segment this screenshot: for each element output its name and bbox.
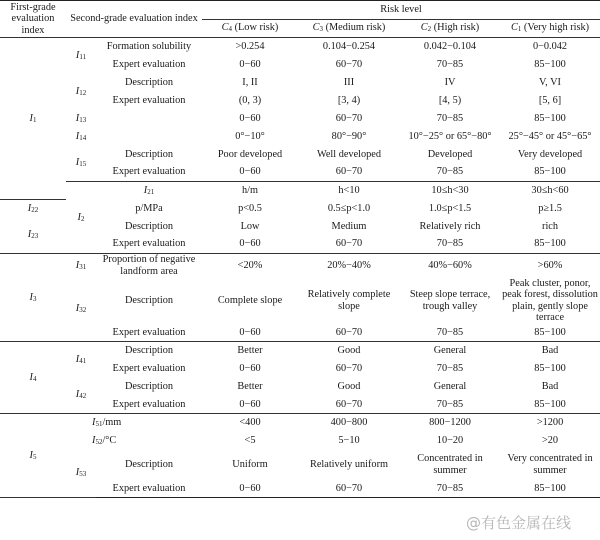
cell-c1: 85−100 — [500, 236, 600, 254]
table-row — [0, 432, 600, 450]
cell-c2: 70−85 — [400, 324, 500, 342]
cell-c4: <400 — [239, 417, 261, 429]
index-i22: I22 — [27, 202, 39, 214]
cell-c4: Poor developed — [217, 148, 283, 160]
cell-c2: Developed — [427, 148, 473, 160]
cell-c1: Bad — [541, 380, 559, 392]
index-i15: I15 — [66, 146, 96, 182]
cell-c3: Good — [337, 380, 361, 392]
cell-c4: 0−60 — [202, 236, 298, 254]
cell-c3: 60−70 — [335, 58, 363, 70]
cell-c3: 400−800 — [330, 417, 368, 429]
index-i12: I12 — [75, 85, 87, 97]
cell-c1: Very developed — [517, 148, 583, 160]
cell-c4: (0, 3) — [238, 94, 262, 106]
index-i13: I13 — [75, 112, 87, 124]
cell-c4: 0°−10° — [235, 130, 265, 142]
cell-c1: 85−100 — [534, 58, 566, 70]
index-i31: I31 — [75, 259, 87, 271]
cell-c1: p≥1.5 — [538, 202, 562, 214]
cell-c4: <5 — [244, 434, 256, 446]
index-i14: I14 — [75, 130, 87, 142]
group-i4: I4 — [0, 342, 66, 414]
cell-c3: Good — [337, 345, 361, 357]
index-i53: I53 — [66, 450, 96, 498]
cell-c3: 20%−40% — [327, 259, 371, 271]
row-desc: Expert evaluation — [96, 324, 202, 342]
cell-c3: 80°−90° — [331, 130, 367, 142]
row-desc: h/m — [241, 184, 259, 196]
row-desc: Description — [124, 458, 174, 470]
table-row — [0, 378, 600, 396]
cell-c3: III — [343, 76, 355, 88]
cell-c3: 60−70 — [298, 324, 400, 342]
cell-c1: Very concentrated in summer — [507, 453, 593, 476]
cell-c1: 85−100 — [500, 164, 600, 182]
cell-c3: [3, 4) — [337, 94, 361, 106]
group-i2: I2 — [66, 182, 96, 254]
row-desc: Expert evaluation — [112, 58, 186, 70]
group-i1: I1 — [0, 38, 66, 200]
cell-c3: 10≤h<30 — [431, 184, 469, 196]
cell-c2: 70−85 — [400, 396, 500, 414]
cell-c4: 0−60 — [202, 164, 298, 182]
cell-c4: 0−60 — [239, 58, 261, 70]
cell-c4: 0−60 — [239, 362, 261, 374]
table-row — [0, 146, 600, 164]
cell-c2: General — [433, 380, 467, 392]
row-desc: Expert evaluation — [96, 480, 202, 498]
row-desc: Description — [124, 148, 174, 160]
header-second-grade: Second-grade evaluation index — [66, 1, 202, 38]
index-i21: I21 — [143, 184, 155, 196]
row-desc — [96, 128, 202, 146]
table-row — [0, 342, 600, 360]
cell-c2: Concentrated in summer — [417, 453, 483, 476]
cell-c3: 5−10 — [338, 434, 360, 446]
group-i5: I5 — [0, 414, 66, 498]
table-row — [0, 38, 600, 56]
cell-c4: 0−60 — [239, 112, 261, 124]
index-i52: I52/°C — [92, 434, 117, 446]
cell-c2: 70−85 — [436, 362, 464, 374]
cell-c3: 60−70 — [298, 236, 400, 254]
cell-c2: General — [433, 345, 467, 357]
cell-c2: 0.042−0.104 — [423, 40, 477, 52]
cell-c1: rich — [542, 220, 559, 232]
header-risk-level: Risk level — [202, 1, 600, 20]
cell-c2: [4, 5) — [438, 94, 462, 106]
row-desc — [96, 110, 202, 128]
cell-c2: 40%−60% — [428, 259, 472, 271]
cell-c4: 0−60 — [202, 324, 298, 342]
index-i32: I32 — [66, 278, 96, 342]
row-desc: Description — [124, 220, 174, 232]
cell-c1: 85−100 — [500, 396, 600, 414]
cell-c4: Better — [237, 380, 263, 392]
row-desc: Expert evaluation — [96, 164, 202, 182]
table-row — [0, 128, 600, 146]
row-desc: Proportion of negative landform area — [102, 254, 196, 277]
cell-c1: Peak cluster, ponor, peak forest, dissolution plain, gently slope terrace — [502, 277, 598, 324]
cell-c4: 0−60 — [202, 396, 298, 414]
row-desc: Expert evaluation — [96, 236, 202, 254]
cell-c1: >60% — [537, 259, 563, 271]
cell-c1: 85−100 — [500, 324, 600, 342]
table-row — [0, 182, 600, 200]
cell-c3: Relatively complete slope — [307, 289, 391, 312]
cell-c2: 70−85 — [400, 480, 500, 498]
cell-c2: 30≤h<60 — [531, 184, 569, 196]
cell-c4: Better — [237, 345, 263, 357]
cell-c3: 60−70 — [298, 164, 400, 182]
cell-c1: Bad — [541, 345, 559, 357]
cell-c3: 60−70 — [298, 480, 400, 498]
index-i11: I11 — [75, 49, 87, 61]
row-desc: p/MPa — [135, 202, 163, 214]
cell-c4: <20% — [237, 259, 263, 271]
cell-c2: 70−85 — [436, 58, 464, 70]
cell-c4: p<0.5 — [238, 202, 262, 214]
index-i42: I42 — [66, 378, 96, 414]
cell-c4: Low — [240, 220, 260, 232]
row-desc: Expert evaluation — [112, 94, 186, 106]
row-desc: Description — [124, 345, 174, 357]
cell-c2: Relatively rich — [419, 220, 481, 232]
cell-c1: 25°−45° or 45°−65° — [508, 130, 592, 142]
cell-c3: 60−70 — [335, 362, 363, 374]
cell-c2: 1.0≤p<1.5 — [428, 202, 472, 214]
row-desc: Formation solubility — [106, 40, 192, 52]
table-row — [0, 254, 600, 278]
cell-c2: 10°−25° or 65°−80° — [408, 130, 492, 142]
cell-c2: Steep slope terrace, trough valley — [409, 289, 491, 312]
table-row — [0, 74, 600, 92]
cell-c3: Medium — [331, 220, 367, 232]
table-row — [0, 278, 600, 324]
table-row — [0, 110, 600, 128]
cell-c3: Well developed — [316, 148, 382, 160]
header-c4: C4 (Low risk) — [202, 19, 298, 38]
cell-c4: >0.254 — [235, 40, 265, 52]
cell-c2: 10−20 — [436, 434, 464, 446]
index-i23: I23 — [0, 218, 66, 254]
row-desc: Expert evaluation — [112, 362, 186, 374]
cell-c3: 60−70 — [335, 112, 363, 124]
cell-c3: 0.5≤p<1.0 — [327, 202, 371, 214]
cell-c1: >20 — [541, 434, 559, 446]
cell-c4: Complete slope — [217, 294, 283, 306]
index-i41: I41 — [75, 353, 87, 365]
index-i51: I51/mm — [92, 416, 122, 428]
group-i3: I3 — [0, 254, 66, 342]
cell-c4: I, II — [242, 76, 258, 88]
cell-c4: h<10 — [338, 184, 360, 196]
row-desc: Expert evaluation — [96, 396, 202, 414]
header-c2: C2 (High risk) — [400, 19, 500, 38]
header-c1: C1 (Very high risk) — [500, 19, 600, 38]
cell-c1: V, VI — [539, 76, 561, 88]
cell-c1: [5, 6] — [538, 94, 562, 106]
cell-c1: 0−0.042 — [532, 40, 568, 52]
cell-c3: Relatively uniform — [309, 458, 389, 470]
header-row-1 — [0, 1, 600, 20]
cell-c2: 70−85 — [400, 164, 500, 182]
row-desc: Description — [124, 380, 174, 392]
table-row — [0, 450, 600, 480]
cell-c4: Uniform — [232, 458, 268, 470]
cell-c4: 0−60 — [202, 480, 298, 498]
cell-c1: >1200 — [536, 417, 564, 429]
cell-c2: 70−85 — [400, 236, 500, 254]
cell-c1: 85−100 — [534, 362, 566, 374]
watermark: @有色金属在线 — [466, 514, 572, 532]
cell-c1: 85−100 — [534, 112, 566, 124]
table-row — [0, 414, 600, 432]
cell-c1: 85−100 — [500, 480, 600, 498]
header-first-grade: First-grade evaluation index — [0, 1, 66, 38]
row-desc: Description — [124, 76, 174, 88]
cell-c2: 800−1200 — [429, 417, 471, 429]
cell-c3: 60−70 — [298, 396, 400, 414]
header-c3: C3 (Medium risk) — [298, 19, 400, 38]
row-desc: Description — [124, 294, 174, 306]
cell-c3: 0.104−0.254 — [322, 40, 376, 52]
cell-c2: 70−85 — [436, 112, 464, 124]
cell-c2: IV — [444, 76, 456, 88]
